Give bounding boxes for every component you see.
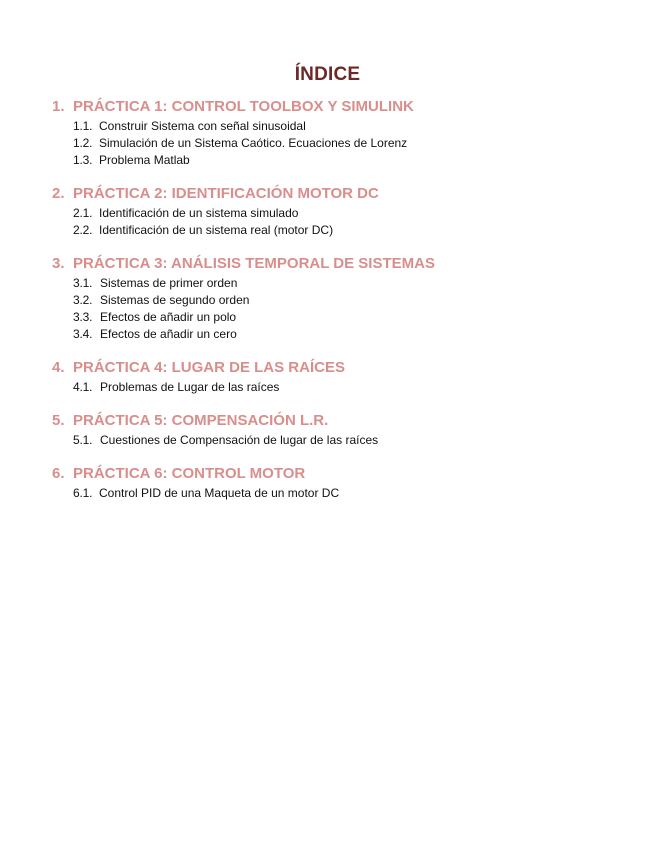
section-number: 6. [52,465,65,482]
subsection-label: Construir Sistema con señal sinusoidal [99,119,306,133]
page-title: ÍNDICE [294,64,361,85]
subsection-item[interactable] [52,135,612,152]
subsection-list [52,205,612,239]
table-of-contents [52,97,612,517]
subsection-number: 2.1. [73,206,93,220]
subsection-number: 4.1. [73,380,93,394]
subsection-label: Problemas de Lugar de las raíces [100,380,280,394]
toc-section-1 [52,97,612,169]
subsection-label: Sistemas de segundo orden [100,293,250,307]
subsection-label: Efectos de añadir un cero [100,327,237,341]
subsection-item[interactable] [52,118,612,135]
toc-section-3 [52,254,612,343]
section-title: PRÁCTICA 5: COMPENSACIÓN L.R. [73,412,329,429]
subsection-item[interactable] [52,432,612,449]
subsection-number: 1.1. [73,119,93,133]
section-title: PRÁCTICA 2: IDENTIFICACIÓN MOTOR DC [73,185,379,202]
subsection-list [52,485,612,502]
subsection-list [52,432,612,449]
section-heading[interactable] [52,358,612,378]
subsection-item[interactable] [52,379,612,396]
subsection-label: Problema Matlab [99,153,190,167]
toc-section-6 [52,464,612,502]
subsection-number: 3.2. [73,293,93,307]
subsection-number: 3.1. [73,276,93,290]
subsection-number: 3.4. [73,327,93,341]
subsection-item[interactable] [52,326,612,343]
section-number: 2. [52,185,65,202]
subsection-number: 1.3. [73,153,93,167]
toc-section-4 [52,358,612,396]
subsection-item[interactable] [52,485,612,502]
subsection-list [52,275,612,343]
subsection-number: 2.2. [73,223,93,237]
subsection-item[interactable] [52,222,612,239]
subsection-number: 6.1. [73,486,93,500]
section-number: 4. [52,359,65,376]
section-title: PRÁCTICA 1: CONTROL TOOLBOX Y SIMULINK [73,98,414,115]
subsection-item[interactable] [52,309,612,326]
section-number: 3. [52,255,65,272]
subsection-number: 5.1. [73,433,93,447]
toc-section-2 [52,184,612,239]
section-heading[interactable] [52,254,612,274]
subsection-item[interactable] [52,275,612,292]
section-number: 5. [52,412,65,429]
subsection-list [52,118,612,169]
section-title: PRÁCTICA 4: LUGAR DE LAS RAÍCES [73,359,345,376]
subsection-label: Sistemas de primer orden [100,276,238,290]
subsection-label: Control PID de una Maqueta de un motor DC [99,486,340,500]
subsection-list [52,379,612,396]
subsection-label: Efectos de añadir un polo [100,310,237,324]
section-title: PRÁCTICA 6: CONTROL MOTOR [73,465,306,482]
subsection-item[interactable] [52,152,612,169]
section-heading[interactable] [52,97,612,117]
subsection-label: Identificación de un sistema simulado [99,206,299,220]
subsection-item[interactable] [52,205,612,222]
subsection-label: Cuestiones de Compensación de lugar de las raíces [100,433,379,447]
subsection-label: Simulación de un Sistema Caótico. Ecuaciones de Lorenz [99,136,408,150]
section-heading[interactable] [52,411,612,431]
subsection-item[interactable] [52,292,612,309]
subsection-label: Identificación de un sistema real (motor DC) [99,223,334,237]
section-number: 1. [52,98,65,115]
subsection-number: 3.3. [73,310,93,324]
section-heading[interactable] [52,184,612,204]
section-heading[interactable] [52,464,612,484]
toc-section-5 [52,411,612,449]
subsection-number: 1.2. [73,136,93,150]
section-title: PRÁCTICA 3: ANÁLISIS TEMPORAL DE SISTEMAS [73,255,435,272]
